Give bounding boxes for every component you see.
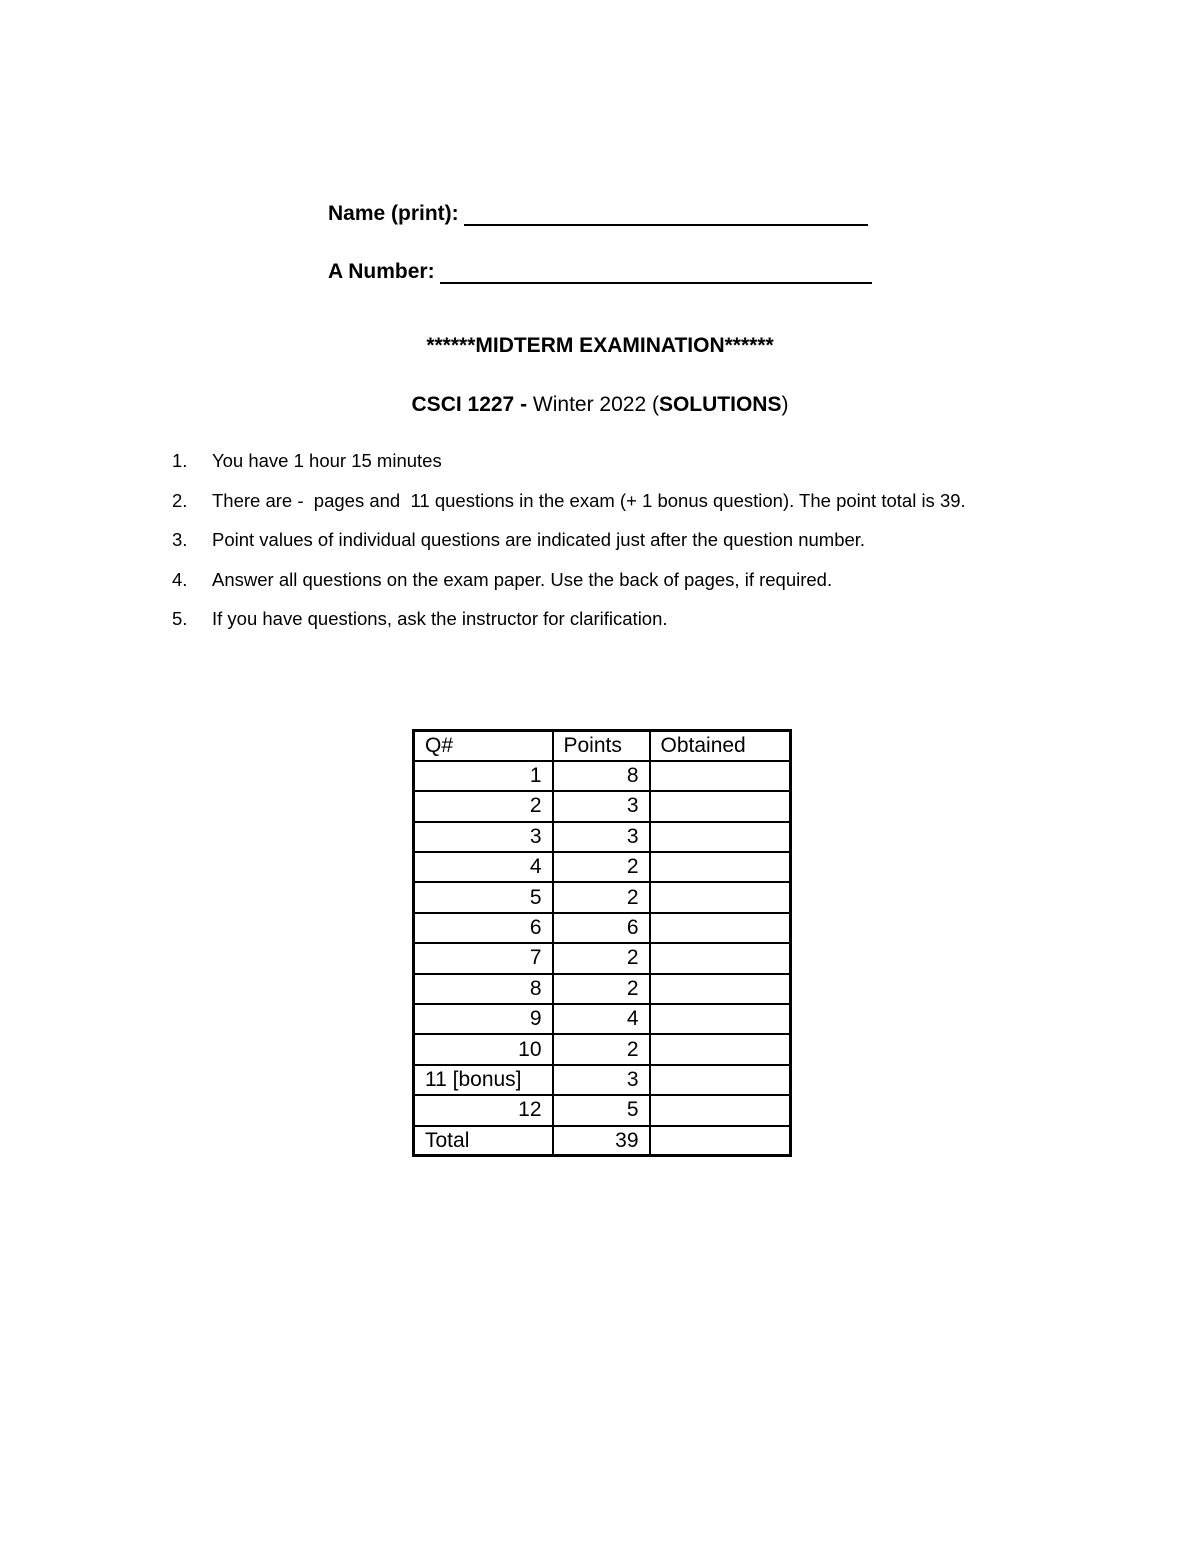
exam-banner: ******MIDTERM EXAMINATION******: [426, 334, 774, 357]
instruction-item: [172, 569, 966, 609]
question-cell: 7: [414, 943, 553, 973]
obtained-cell[interactable]: [650, 1095, 791, 1125]
table-row: [414, 761, 791, 791]
table-row: [414, 882, 791, 912]
name-label: Name (print):: [328, 202, 459, 225]
obtained-cell[interactable]: [650, 943, 791, 973]
table-row: [414, 822, 791, 852]
instruction-number: 2.: [172, 489, 188, 511]
question-cell: 6: [414, 913, 553, 943]
table-row: [414, 1095, 791, 1125]
total-points-cell: 39: [553, 1126, 650, 1156]
score-table: [412, 729, 792, 1157]
points-cell: 2: [553, 943, 650, 973]
name-field[interactable]: [328, 202, 868, 226]
instruction-text: You have 1 hour 15 minutes: [212, 450, 442, 471]
obtained-cell[interactable]: [650, 1004, 791, 1034]
points-cell: 3: [553, 822, 650, 852]
instruction-text: Answer all questions on the exam paper. Use the back of pages, if required.: [212, 568, 833, 590]
obtained-cell[interactable]: [650, 1034, 791, 1064]
table-row: [414, 852, 791, 882]
points-cell: 2: [553, 974, 650, 1004]
points-cell: 2: [553, 882, 650, 912]
instruction-item: [172, 608, 966, 648]
table-total-row: [414, 1126, 791, 1156]
instruction-number: 3.: [172, 529, 188, 550]
question-cell: 10: [414, 1034, 553, 1064]
points-cell: 4: [553, 1004, 650, 1034]
instruction-item: [172, 529, 966, 569]
points-cell: 3: [553, 791, 650, 821]
header-question: Q#: [414, 731, 553, 761]
solutions-label: SOLUTIONS: [658, 393, 782, 416]
points-cell: 2: [553, 852, 650, 882]
question-cell: 5: [414, 882, 553, 912]
instructions-list: [172, 450, 966, 648]
points-cell: 2: [553, 1034, 650, 1064]
question-cell: 11 [bonus]: [414, 1065, 553, 1095]
question-cell: 12: [414, 1095, 553, 1125]
question-cell: 9: [414, 1004, 553, 1034]
course-close: ): [781, 393, 789, 416]
table-row: [414, 1004, 791, 1034]
table-row: [414, 943, 791, 973]
points-cell: 6: [553, 913, 650, 943]
instruction-item: [172, 450, 966, 490]
anumber-blank-line[interactable]: [440, 262, 872, 284]
instruction-item: [172, 490, 966, 530]
table-row: [414, 1034, 791, 1064]
anumber-field[interactable]: [328, 260, 872, 284]
name-blank-line[interactable]: [464, 204, 868, 226]
course-term: Winter 2022 (: [527, 393, 659, 416]
obtained-cell[interactable]: [650, 913, 791, 943]
instruction-text: There are - pages and 11 questions in the exam (+ 1 bonus question). The point total is 39.: [212, 489, 966, 511]
instruction-text: Point values of individual questions are indicated just after the question number.: [212, 529, 866, 550]
table-header-row: [414, 731, 791, 761]
table-row: [414, 913, 791, 943]
obtained-cell[interactable]: [650, 791, 791, 821]
question-cell: 2: [414, 791, 553, 821]
table-row: [414, 974, 791, 1004]
obtained-cell[interactable]: [650, 852, 791, 882]
instruction-number: 1.: [172, 450, 188, 471]
table-row: [414, 1065, 791, 1095]
obtained-cell[interactable]: [650, 1065, 791, 1095]
question-cell: 4: [414, 852, 553, 882]
obtained-cell[interactable]: [650, 882, 791, 912]
question-cell: 8: [414, 974, 553, 1004]
instruction-number: 5.: [172, 608, 188, 629]
obtained-cell[interactable]: [650, 974, 791, 1004]
total-obtained-cell[interactable]: [650, 1126, 791, 1156]
header-points: Points: [553, 731, 650, 761]
points-cell: 3: [553, 1065, 650, 1095]
course-code: CSCI 1227 -: [411, 393, 528, 416]
instruction-text: If you have questions, ask the instructor for clarification.: [212, 608, 668, 629]
table-row: [414, 791, 791, 821]
header-obtained: Obtained: [650, 731, 791, 761]
question-cell: 1: [414, 761, 553, 791]
points-cell: 5: [553, 1095, 650, 1125]
anumber-label: A Number:: [328, 260, 435, 283]
total-label-cell: Total: [414, 1126, 553, 1156]
obtained-cell[interactable]: [650, 822, 791, 852]
question-cell: 3: [414, 822, 553, 852]
instruction-number: 4.: [172, 568, 188, 590]
course-title: [0, 393, 1200, 417]
points-cell: 8: [553, 761, 650, 791]
obtained-cell[interactable]: [650, 761, 791, 791]
